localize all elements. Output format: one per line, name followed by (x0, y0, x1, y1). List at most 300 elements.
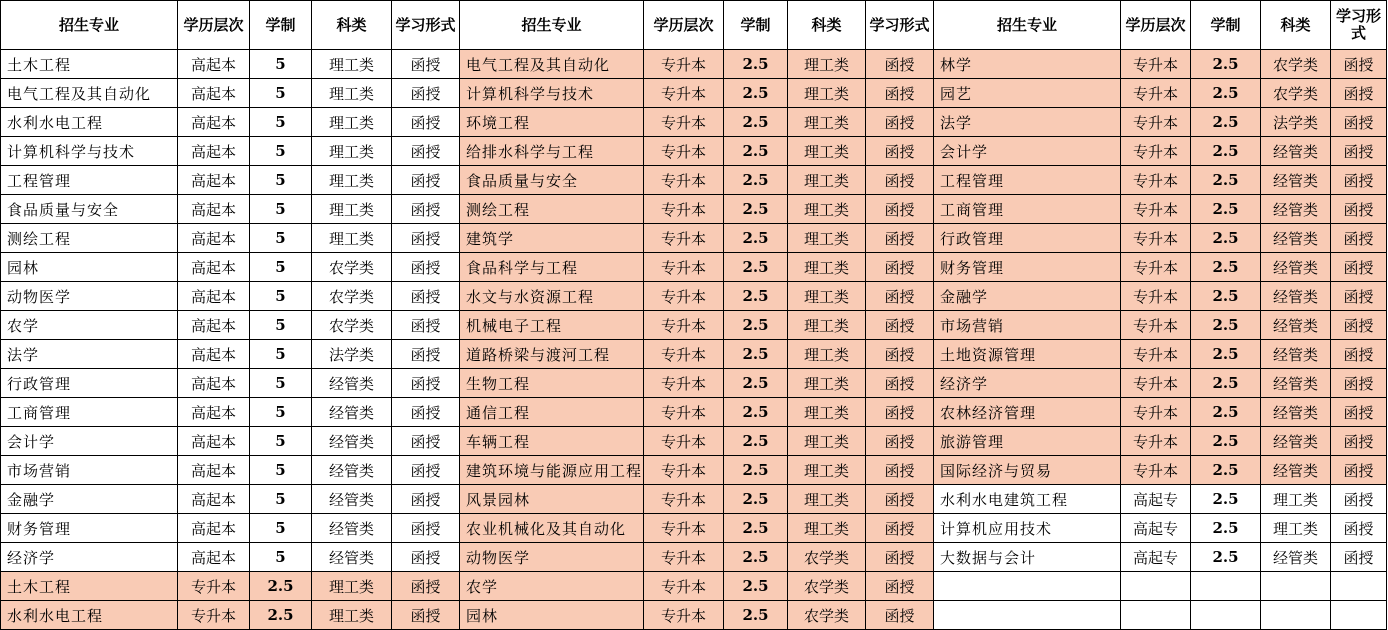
years-cell: 2.5 (724, 572, 788, 601)
header-form: 学习形式 (1331, 1, 1387, 50)
major-cell: 法学 (1, 340, 178, 369)
years-cell: 2.5 (1191, 456, 1261, 485)
form-cell: 函授 (392, 514, 460, 543)
category-cell: 理工类 (312, 108, 392, 137)
category-cell: 经管类 (1261, 456, 1331, 485)
years-cell: 2.5 (1191, 79, 1261, 108)
form-cell: 函授 (866, 137, 934, 166)
years-cell: 2.5 (724, 137, 788, 166)
form-cell: 函授 (392, 253, 460, 282)
years-cell: 2.5 (1191, 398, 1261, 427)
form-cell: 函授 (392, 456, 460, 485)
form-cell: 函授 (1331, 485, 1387, 514)
major-cell: 食品质量与安全 (460, 166, 644, 195)
form-cell: 函授 (866, 398, 934, 427)
major-cell: 动物医学 (460, 543, 644, 572)
years-cell: 5 (250, 543, 312, 572)
category-cell: 理工类 (788, 485, 866, 514)
empty-cell (1331, 572, 1387, 601)
years-cell: 5 (250, 166, 312, 195)
form-cell: 函授 (392, 50, 460, 79)
years-cell: 2.5 (1191, 137, 1261, 166)
category-cell: 经管类 (312, 369, 392, 398)
category-cell: 经管类 (1261, 398, 1331, 427)
table-row (1, 166, 1387, 195)
level-cell: 高起本 (178, 340, 250, 369)
major-cell: 建筑学 (460, 224, 644, 253)
years-cell: 2.5 (724, 340, 788, 369)
form-cell: 函授 (392, 398, 460, 427)
table-row (1, 253, 1387, 282)
form-cell: 函授 (1331, 195, 1387, 224)
years-cell: 5 (250, 456, 312, 485)
category-cell: 理工类 (312, 166, 392, 195)
years-cell: 2.5 (1191, 543, 1261, 572)
level-cell: 专升本 (644, 369, 724, 398)
years-cell: 2.5 (1191, 282, 1261, 311)
form-cell: 函授 (866, 572, 934, 601)
form-cell: 函授 (1331, 108, 1387, 137)
table-row (1, 514, 1387, 543)
years-cell: 5 (250, 514, 312, 543)
major-cell: 车辆工程 (460, 427, 644, 456)
table-row (1, 79, 1387, 108)
empty-cell (1121, 572, 1191, 601)
category-cell: 法学类 (1261, 108, 1331, 137)
form-cell: 函授 (1331, 340, 1387, 369)
header-form: 学习形式 (866, 1, 934, 50)
years-cell: 2.5 (1191, 311, 1261, 340)
major-cell: 经济学 (1, 543, 178, 572)
years-cell: 2.5 (1191, 50, 1261, 79)
form-cell: 函授 (1331, 456, 1387, 485)
major-cell: 生物工程 (460, 369, 644, 398)
form-cell: 函授 (392, 601, 460, 630)
years-cell: 2.5 (1191, 427, 1261, 456)
table-row (1, 601, 1387, 630)
table-row (1, 456, 1387, 485)
major-cell: 会计学 (1, 427, 178, 456)
empty-cell (1261, 601, 1331, 630)
form-cell: 函授 (866, 108, 934, 137)
years-cell: 2.5 (724, 195, 788, 224)
category-cell: 理工类 (788, 282, 866, 311)
level-cell: 专升本 (644, 166, 724, 195)
years-cell: 2.5 (724, 224, 788, 253)
form-cell: 函授 (1331, 398, 1387, 427)
years-cell: 2.5 (724, 166, 788, 195)
form-cell: 函授 (392, 108, 460, 137)
category-cell: 经管类 (1261, 224, 1331, 253)
years-cell: 5 (250, 427, 312, 456)
years-cell: 5 (250, 195, 312, 224)
years-cell: 2.5 (724, 601, 788, 630)
level-cell: 高起本 (178, 398, 250, 427)
level-cell: 高起专 (1121, 485, 1191, 514)
major-cell: 行政管理 (934, 224, 1121, 253)
level-cell: 专升本 (1121, 282, 1191, 311)
form-cell: 函授 (1331, 137, 1387, 166)
major-cell: 测绘工程 (460, 195, 644, 224)
category-cell: 经管类 (1261, 340, 1331, 369)
header-years: 学制 (250, 1, 312, 50)
major-cell: 水利水电工程 (1, 601, 178, 630)
category-cell: 经管类 (1261, 137, 1331, 166)
major-cell: 财务管理 (934, 253, 1121, 282)
major-cell: 经济学 (934, 369, 1121, 398)
major-cell: 行政管理 (1, 369, 178, 398)
level-cell: 专升本 (1121, 340, 1191, 369)
major-cell: 园艺 (934, 79, 1121, 108)
years-cell: 2.5 (724, 485, 788, 514)
form-cell: 函授 (392, 79, 460, 108)
form-cell: 函授 (392, 572, 460, 601)
form-cell: 函授 (1331, 224, 1387, 253)
years-cell: 5 (250, 50, 312, 79)
category-cell: 理工类 (312, 572, 392, 601)
years-cell: 5 (250, 311, 312, 340)
table-row (1, 282, 1387, 311)
level-cell: 专升本 (644, 340, 724, 369)
header-level: 学历层次 (1121, 1, 1191, 50)
major-cell: 园林 (460, 601, 644, 630)
level-cell: 高起本 (178, 514, 250, 543)
level-cell: 专升本 (1121, 456, 1191, 485)
years-cell: 2.5 (1191, 108, 1261, 137)
years-cell: 5 (250, 398, 312, 427)
level-cell: 专升本 (644, 137, 724, 166)
level-cell: 专升本 (644, 485, 724, 514)
table-row (1, 340, 1387, 369)
category-cell: 理工类 (788, 50, 866, 79)
empty-cell (1261, 572, 1331, 601)
major-cell: 电气工程及其自动化 (460, 50, 644, 79)
empty-cell (934, 572, 1121, 601)
years-cell: 2.5 (724, 456, 788, 485)
header-major: 招生专业 (934, 1, 1121, 50)
table-row (1, 224, 1387, 253)
form-cell: 函授 (866, 456, 934, 485)
category-cell: 经管类 (1261, 427, 1331, 456)
level-cell: 专升本 (644, 543, 724, 572)
years-cell: 2.5 (724, 311, 788, 340)
category-cell: 理工类 (788, 427, 866, 456)
major-cell: 农学 (1, 311, 178, 340)
category-cell: 经管类 (1261, 166, 1331, 195)
category-cell: 农学类 (1261, 79, 1331, 108)
form-cell: 函授 (866, 514, 934, 543)
table-row (1, 427, 1387, 456)
level-cell: 专升本 (178, 572, 250, 601)
category-cell: 理工类 (788, 514, 866, 543)
form-cell: 函授 (392, 311, 460, 340)
level-cell: 专升本 (1121, 311, 1191, 340)
category-cell: 经管类 (1261, 253, 1331, 282)
level-cell: 高起专 (1121, 543, 1191, 572)
category-cell: 理工类 (788, 108, 866, 137)
years-cell: 2.5 (724, 50, 788, 79)
category-cell: 理工类 (788, 398, 866, 427)
form-cell: 函授 (1331, 253, 1387, 282)
category-cell: 经管类 (1261, 311, 1331, 340)
form-cell: 函授 (392, 369, 460, 398)
category-cell: 理工类 (1261, 514, 1331, 543)
years-cell: 5 (250, 485, 312, 514)
major-cell: 法学 (934, 108, 1121, 137)
years-cell: 2.5 (1191, 253, 1261, 282)
form-cell: 函授 (866, 427, 934, 456)
major-cell: 国际经济与贸易 (934, 456, 1121, 485)
years-cell: 2.5 (1191, 224, 1261, 253)
category-cell: 经管类 (312, 398, 392, 427)
header-level: 学历层次 (178, 1, 250, 50)
header-years: 学制 (724, 1, 788, 50)
category-cell: 农学类 (312, 282, 392, 311)
category-cell: 经管类 (1261, 543, 1331, 572)
header-form: 学习形式 (392, 1, 460, 50)
level-cell: 专升本 (1121, 253, 1191, 282)
major-cell: 食品科学与工程 (460, 253, 644, 282)
level-cell: 专升本 (1121, 137, 1191, 166)
major-cell: 园林 (1, 253, 178, 282)
category-cell: 理工类 (312, 224, 392, 253)
category-cell: 理工类 (312, 601, 392, 630)
level-cell: 高起本 (178, 195, 250, 224)
level-cell: 高起本 (178, 137, 250, 166)
major-cell: 水利水电建筑工程 (934, 485, 1121, 514)
level-cell: 高起本 (178, 456, 250, 485)
level-cell: 高起本 (178, 369, 250, 398)
category-cell: 法学类 (312, 340, 392, 369)
table-row (1, 311, 1387, 340)
major-cell: 市场营销 (934, 311, 1121, 340)
form-cell: 函授 (866, 543, 934, 572)
years-cell: 5 (250, 224, 312, 253)
years-cell: 5 (250, 340, 312, 369)
form-cell: 函授 (392, 427, 460, 456)
form-cell: 函授 (392, 543, 460, 572)
level-cell: 专升本 (644, 50, 724, 79)
major-cell: 机械电子工程 (460, 311, 644, 340)
major-cell: 计算机应用技术 (934, 514, 1121, 543)
category-cell: 农学类 (312, 253, 392, 282)
level-cell: 高起本 (178, 108, 250, 137)
category-cell: 理工类 (788, 137, 866, 166)
category-cell: 经管类 (1261, 282, 1331, 311)
form-cell: 函授 (866, 601, 934, 630)
level-cell: 专升本 (178, 601, 250, 630)
form-cell: 函授 (866, 166, 934, 195)
major-cell: 财务管理 (1, 514, 178, 543)
level-cell: 专升本 (644, 195, 724, 224)
form-cell: 函授 (392, 195, 460, 224)
major-cell: 计算机科学与技术 (1, 137, 178, 166)
category-cell: 经管类 (312, 543, 392, 572)
major-cell: 会计学 (934, 137, 1121, 166)
level-cell: 高起本 (178, 224, 250, 253)
category-cell: 农学类 (788, 543, 866, 572)
category-cell: 农学类 (312, 311, 392, 340)
form-cell: 函授 (866, 195, 934, 224)
years-cell: 2.5 (724, 514, 788, 543)
category-cell: 理工类 (788, 311, 866, 340)
level-cell: 专升本 (1121, 224, 1191, 253)
years-cell: 2.5 (724, 427, 788, 456)
form-cell: 函授 (392, 224, 460, 253)
table-row (1, 485, 1387, 514)
level-cell: 专升本 (1121, 369, 1191, 398)
major-cell: 电气工程及其自动化 (1, 79, 178, 108)
form-cell: 函授 (392, 485, 460, 514)
category-cell: 理工类 (788, 456, 866, 485)
form-cell: 函授 (1331, 50, 1387, 79)
table-row (1, 572, 1387, 601)
form-cell: 函授 (866, 224, 934, 253)
category-cell: 经管类 (312, 456, 392, 485)
form-cell: 函授 (866, 485, 934, 514)
empty-cell (1331, 601, 1387, 630)
form-cell: 函授 (392, 340, 460, 369)
major-cell: 通信工程 (460, 398, 644, 427)
major-cell: 土木工程 (1, 50, 178, 79)
category-cell: 理工类 (312, 137, 392, 166)
major-cell: 工商管理 (1, 398, 178, 427)
form-cell: 函授 (1331, 427, 1387, 456)
level-cell: 专升本 (644, 456, 724, 485)
header-level: 学历层次 (644, 1, 724, 50)
form-cell: 函授 (1331, 166, 1387, 195)
header-major: 招生专业 (460, 1, 644, 50)
level-cell: 高起本 (178, 311, 250, 340)
major-cell: 金融学 (1, 485, 178, 514)
category-cell: 理工类 (312, 50, 392, 79)
category-cell: 理工类 (788, 253, 866, 282)
category-cell: 经管类 (312, 514, 392, 543)
level-cell: 高起本 (178, 485, 250, 514)
category-cell: 理工类 (1261, 485, 1331, 514)
major-cell: 工程管理 (934, 166, 1121, 195)
years-cell: 5 (250, 369, 312, 398)
form-cell: 函授 (866, 253, 934, 282)
table-row (1, 543, 1387, 572)
level-cell: 专升本 (644, 311, 724, 340)
form-cell: 函授 (1331, 514, 1387, 543)
empty-cell (1191, 601, 1261, 630)
category-cell: 农学类 (1261, 50, 1331, 79)
major-cell: 农学 (460, 572, 644, 601)
empty-cell (1121, 601, 1191, 630)
years-cell: 5 (250, 253, 312, 282)
years-cell: 5 (250, 137, 312, 166)
level-cell: 专升本 (1121, 79, 1191, 108)
form-cell: 函授 (1331, 369, 1387, 398)
major-cell: 林学 (934, 50, 1121, 79)
level-cell: 专升本 (644, 79, 724, 108)
major-cell: 市场营销 (1, 456, 178, 485)
level-cell: 高起本 (178, 253, 250, 282)
major-cell: 水文与水资源工程 (460, 282, 644, 311)
major-cell: 环境工程 (460, 108, 644, 137)
table-row (1, 108, 1387, 137)
category-cell: 理工类 (312, 79, 392, 108)
level-cell: 高起本 (178, 166, 250, 195)
category-cell: 经管类 (1261, 195, 1331, 224)
category-cell: 经管类 (1261, 369, 1331, 398)
major-cell: 大数据与会计 (934, 543, 1121, 572)
level-cell: 高起本 (178, 79, 250, 108)
level-cell: 高起本 (178, 427, 250, 456)
form-cell: 函授 (866, 79, 934, 108)
years-cell: 2.5 (724, 369, 788, 398)
empty-cell (934, 601, 1121, 630)
years-cell: 5 (250, 79, 312, 108)
category-cell: 农学类 (788, 572, 866, 601)
category-cell: 理工类 (788, 166, 866, 195)
level-cell: 专升本 (644, 224, 724, 253)
major-cell: 风景园林 (460, 485, 644, 514)
level-cell: 专升本 (644, 108, 724, 137)
years-cell: 2.5 (724, 282, 788, 311)
years-cell: 2.5 (1191, 166, 1261, 195)
level-cell: 专升本 (1121, 166, 1191, 195)
major-cell: 旅游管理 (934, 427, 1121, 456)
years-cell: 2.5 (1191, 485, 1261, 514)
level-cell: 专升本 (644, 601, 724, 630)
header-category: 科类 (1261, 1, 1331, 50)
years-cell: 2.5 (1191, 514, 1261, 543)
level-cell: 专升本 (644, 282, 724, 311)
category-cell: 经管类 (312, 427, 392, 456)
header-years: 学制 (1191, 1, 1261, 50)
header-row (1, 1, 1387, 50)
level-cell: 专升本 (1121, 427, 1191, 456)
years-cell: 2.5 (724, 79, 788, 108)
level-cell: 专升本 (644, 572, 724, 601)
form-cell: 函授 (1331, 79, 1387, 108)
category-cell: 经管类 (312, 485, 392, 514)
table-row (1, 398, 1387, 427)
level-cell: 专升本 (1121, 50, 1191, 79)
form-cell: 函授 (866, 340, 934, 369)
category-cell: 理工类 (788, 224, 866, 253)
empty-cell (1191, 572, 1261, 601)
category-cell: 理工类 (788, 369, 866, 398)
years-cell: 2.5 (724, 108, 788, 137)
level-cell: 专升本 (644, 398, 724, 427)
form-cell: 函授 (866, 369, 934, 398)
table-row (1, 50, 1387, 79)
years-cell: 5 (250, 282, 312, 311)
major-cell: 动物医学 (1, 282, 178, 311)
years-cell: 2.5 (250, 601, 312, 630)
table-row (1, 195, 1387, 224)
major-cell: 建筑环境与能源应用工程 (460, 456, 644, 485)
level-cell: 专升本 (644, 253, 724, 282)
years-cell: 2.5 (724, 543, 788, 572)
major-cell: 计算机科学与技术 (460, 79, 644, 108)
level-cell: 高起专 (1121, 514, 1191, 543)
major-cell: 水利水电工程 (1, 108, 178, 137)
table-body (1, 50, 1387, 630)
form-cell: 函授 (866, 50, 934, 79)
years-cell: 2.5 (1191, 340, 1261, 369)
form-cell: 函授 (1331, 282, 1387, 311)
level-cell: 专升本 (644, 514, 724, 543)
form-cell: 函授 (392, 282, 460, 311)
form-cell: 函授 (1331, 311, 1387, 340)
level-cell: 专升本 (1121, 398, 1191, 427)
major-cell: 土地资源管理 (934, 340, 1121, 369)
